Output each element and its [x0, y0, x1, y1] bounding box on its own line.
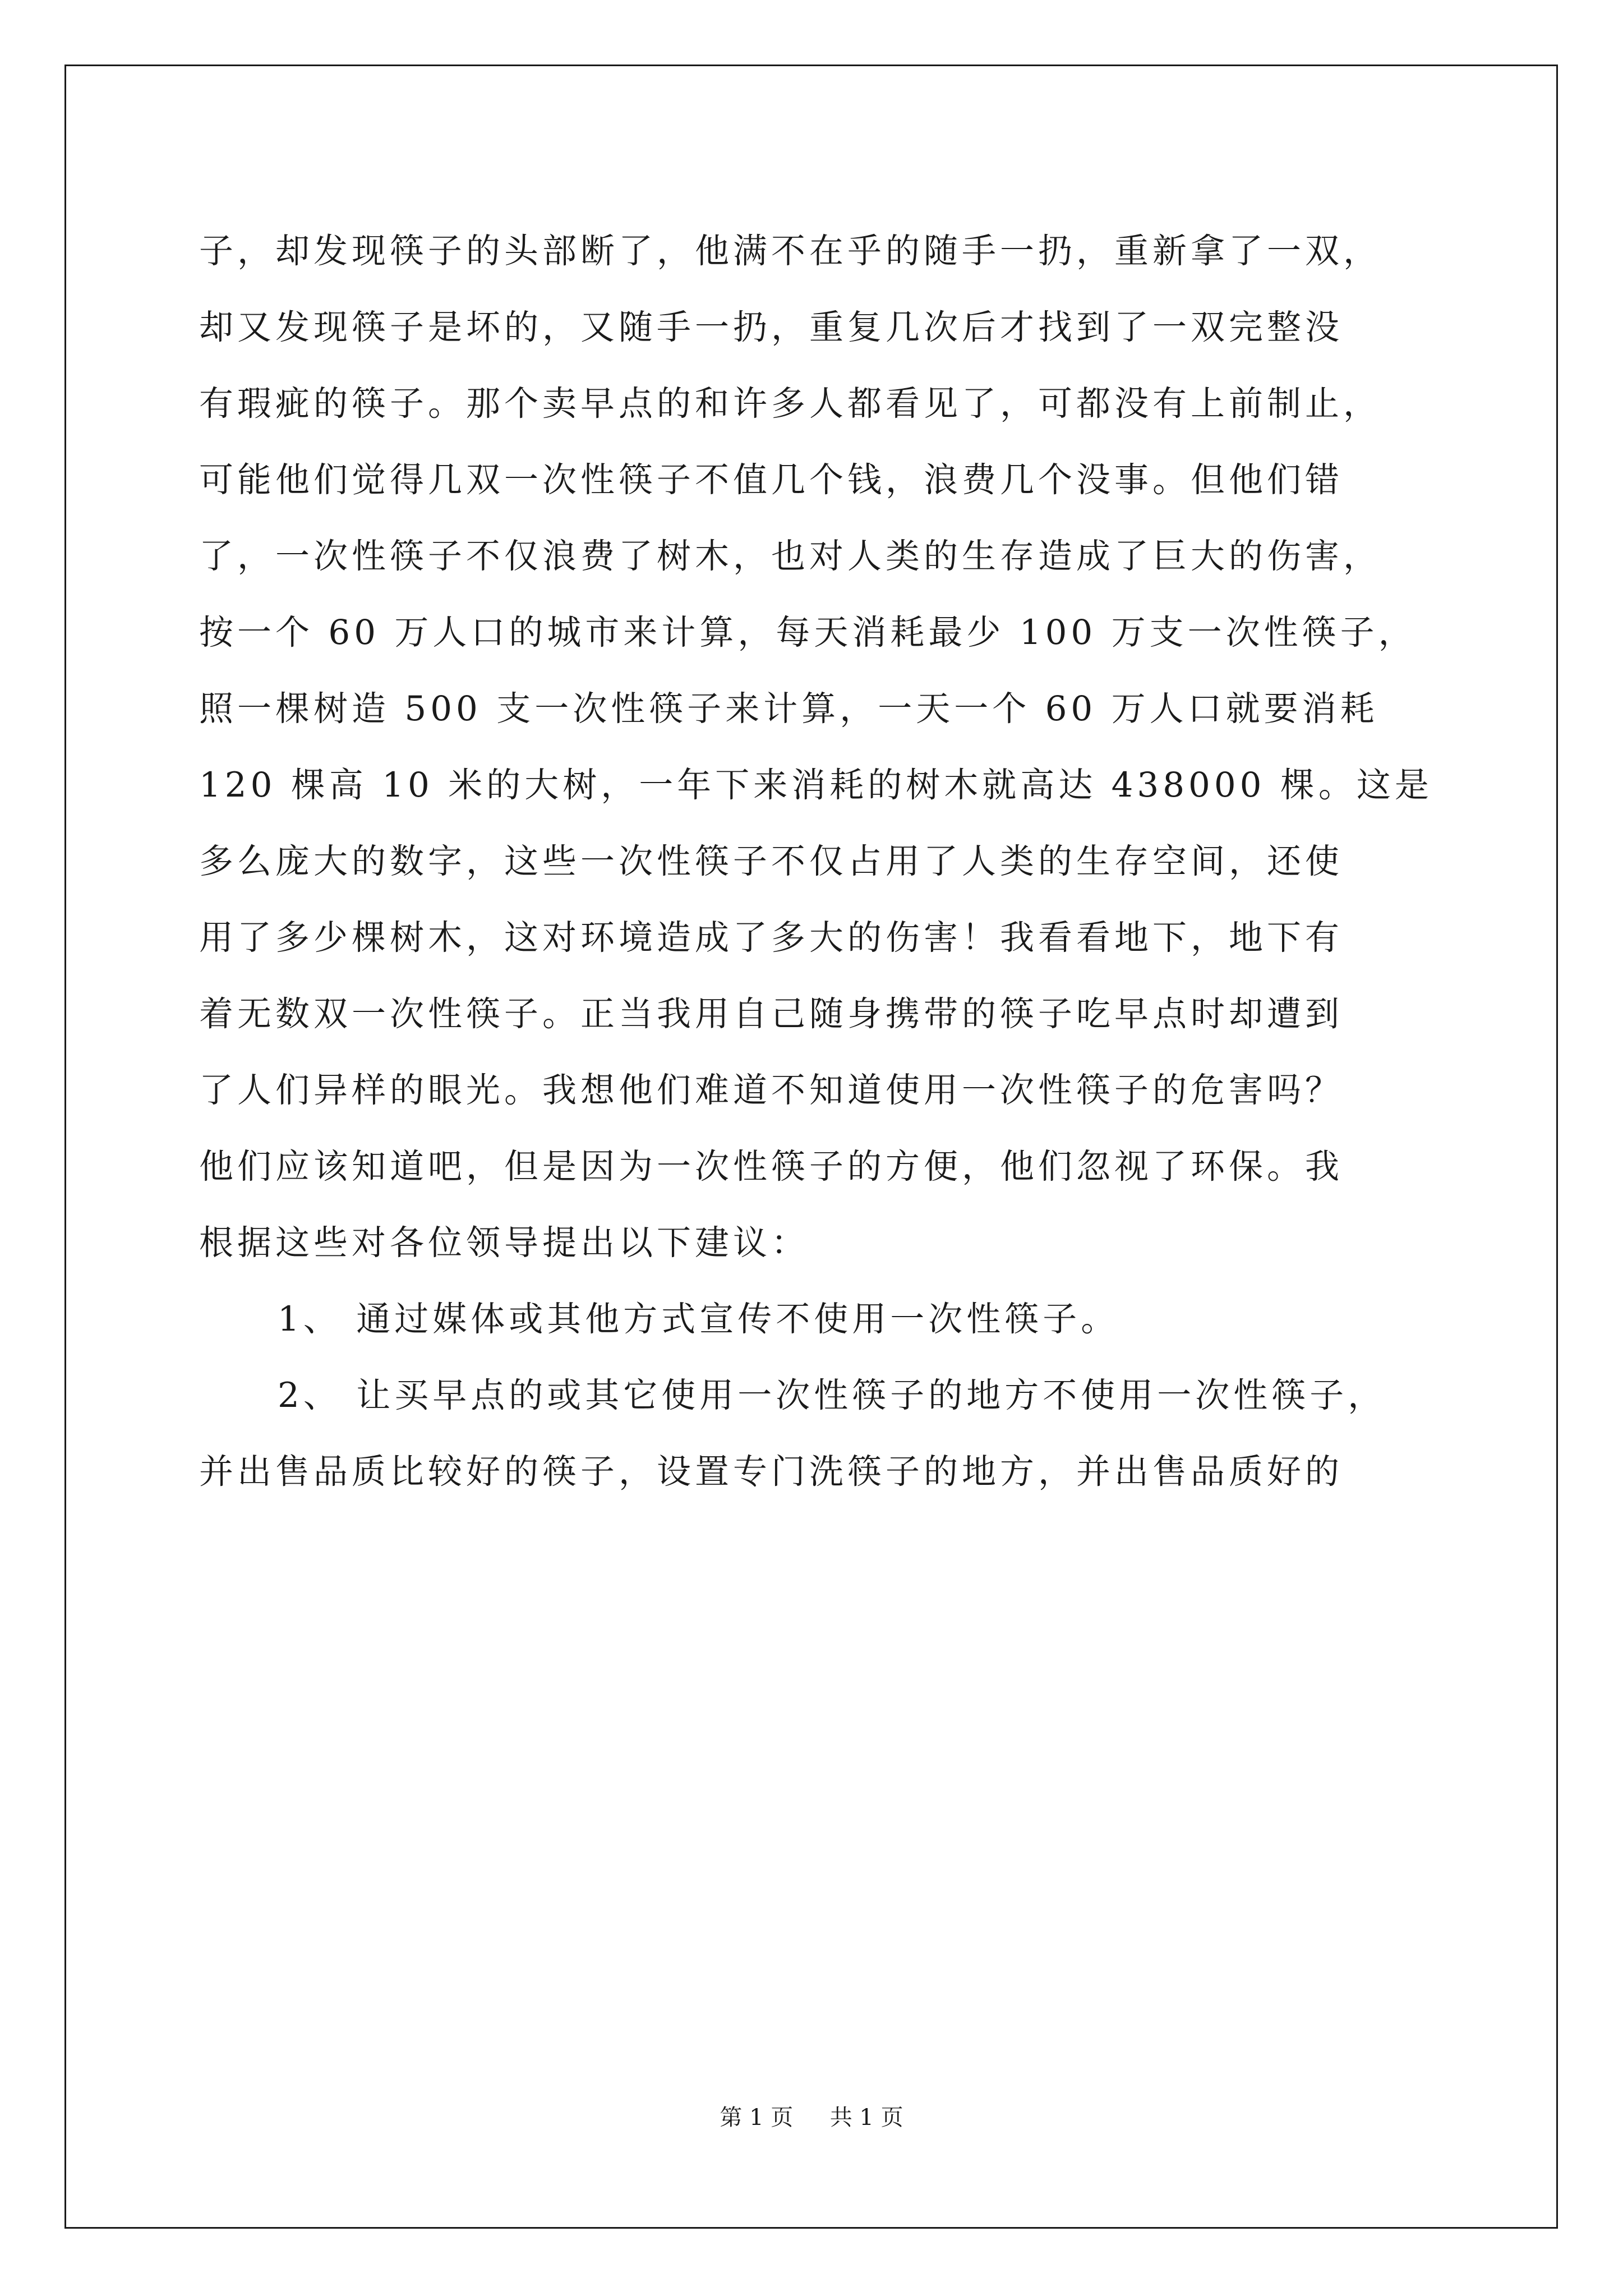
text-line: 120 棵高 10 米的大树，一年下来消耗的树木就高达 438000 棵。这是 [199, 765, 1433, 805]
text-line: 他们应该知道吧，但是因为一次性筷子的方便，他们忽视了环保。我 [199, 1147, 1344, 1186]
text-line: 并出售品质比较好的筷子，设置专门洗筷子的地方，并出售品质好的 [199, 1452, 1344, 1492]
text-line: 了，一次性筷子不仅浪费了树木，也对人类的生存造成了巨大的伤害， [199, 536, 1382, 576]
document-body [199, 213, 1436, 1510]
page-footer [0, 2100, 1623, 2132]
page-number: 第 1 页 [720, 2105, 794, 2131]
text-line: 却又发现筷子是坏的，又随手一扔，重复几次后才找到了一双完整没 [199, 307, 1344, 347]
text-line: 按一个 60 万人口的城市来计算，每天消耗最少 100 万支一次性筷子， [199, 613, 1417, 652]
page-total: 共 1 页 [829, 2105, 903, 2131]
text-line: 着无数双一次性筷子。正当我用自己随身携带的筷子吃早点时却遭到 [199, 994, 1344, 1034]
text-line: 子，却发现筷子的头部断了，他满不在乎的随手一扔，重新拿了一双， [199, 231, 1382, 271]
text-line: 多么庞大的数字，这些一次性筷子不仅占用了人类的生存空间，还使 [199, 841, 1344, 881]
text-line: 照一棵树造 500 支一次性筷子来计算，一天一个 60 万人口就要消耗 [199, 689, 1378, 729]
text-line: 根据这些对各位领导提出以下建议： [199, 1223, 810, 1263]
text-line: 用了多少棵树木，这对环境造成了多大的伤害！我看看地下，地下有 [199, 918, 1344, 958]
text-line: 了人们异样的眼光。我想他们难道不知道使用一次性筷子的危害吗？ [199, 1070, 1344, 1110]
suggestion-item: 2、 让买早点的或其它使用一次性筷子的地方不使用一次性筷子， [278, 1375, 1386, 1415]
suggestion-item: 1、 通过媒体或其他方式宣传不使用一次性筷子。 [278, 1299, 1119, 1339]
text-line: 有瑕疵的筷子。那个卖早点的和许多人都看见了，可都没有上前制止， [199, 384, 1382, 424]
text-line: 可能他们觉得几双一次性筷子不值几个钱，浪费几个没事。但他们错 [199, 460, 1344, 500]
